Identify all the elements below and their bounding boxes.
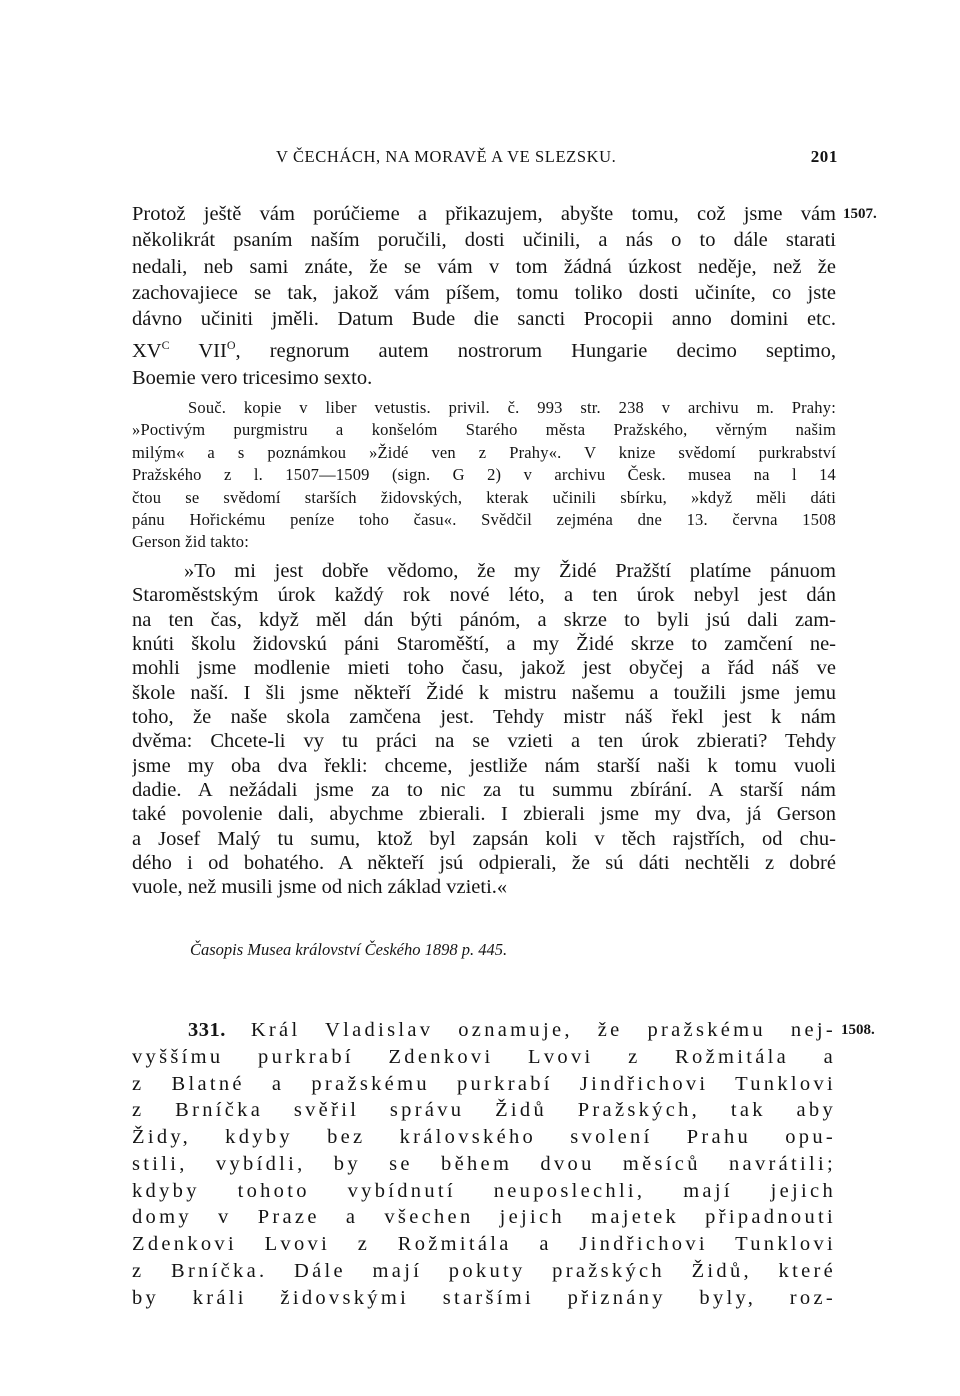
text-line: na ten čas, když měl dán býti pánóm, a skrze to byli jsú dali zam-	[132, 608, 836, 631]
text-line: také povolenie dali, abychme zbierali. I zbierali jsme my dva, já Gerson	[132, 803, 836, 826]
text-line: škole naší. I šli jsme někteří Židé k mistru našemu a toužili jsme jemu	[132, 681, 836, 704]
text-line: »Poctivým purgmistru a konšelóm Starého města Pražského, věrným našim	[132, 420, 836, 440]
text-line: milým« a s poznámkou »Židé ven z Prahy«. V knize svědomí purkrabství	[132, 442, 836, 462]
text-line: mohli jsme modlenie mieti toho času, jakož jest obyčej a řád náš ve	[132, 657, 836, 680]
text-line: a Josef Malý tu sumu, ktož byl zapsán koli v těch rajstřích, od chu-	[132, 827, 836, 850]
text-line: Židy, kdyby bez královského svolení Prahu opu-	[132, 1126, 836, 1148]
text-line: by králi židovskými staršími přiznány byly, roz-	[132, 1286, 836, 1309]
text-line: vyššímu purkrabí Zdenkovi Lvovi z Rožmitála a	[132, 1045, 836, 1068]
testimony-quote-paragraph	[132, 559, 836, 900]
text-line: kdyby tohoto vybídnutí neuposlechli, mají jejich	[132, 1179, 836, 1202]
text-line: z Brníčka. Dále mají pokuty pražských Židů, které	[132, 1259, 836, 1282]
text-span: , regnorum autem nostrorum Hungarie decimo septimo,	[235, 340, 836, 363]
header-title: V ČECHÁCH, NA MORAVĚ A VE SLEZSKU.	[276, 147, 617, 166]
text-line-date	[132, 332, 836, 364]
text-line: Souč. kopie v liber vetustis. privil. č. 993 str. 238 v archivu m. Prahy:	[188, 398, 836, 417]
margin-year-1508: 1508.	[841, 1022, 875, 1038]
text-line: z Brníčka svěřil správu Židů Pražských, tak aby	[132, 1099, 836, 1122]
text-line: knúti školu židovskú páni Staroměští, a my Židé skrze to zamčení ne-	[132, 633, 836, 656]
text-line: Zdenkovi Lvovi z Rožmitála a Jindřichovi Tunklovi	[132, 1233, 836, 1255]
text-line: nedali, neb sami znáte, že se vám v tom žádná úzkost neděje, než že	[132, 255, 836, 278]
archival-note-paragraph	[132, 397, 836, 554]
text-line: dého i od bohatého. A někteří jsú odpierali, že sú dáti nechtěli z dobré	[132, 852, 836, 875]
text-line: Protož ještě vám porúčieme a přikazujem, abyšte tomu, což jsme vám	[132, 203, 836, 225]
text-line: toho, že naše skola zamčena jest. Tehdy mistr náš řekl jest k nám	[132, 706, 836, 729]
text-line: dvěma: Chcete-li vy tu práci na se vzieti a ten úrok zbierati? Tehdy	[132, 730, 836, 753]
text-line: Gerson žid takto:	[132, 532, 250, 552]
text-line: domy v Praze a všechen jejich majetek připadnouti	[132, 1206, 836, 1229]
text-line: vuole, než musili jsme od nich základ vzieti.«	[132, 876, 508, 899]
source-citation: Časopis Musea království Českého 1898 p. 445.	[190, 940, 508, 959]
text-line: Staroměstským úrok každý rok nové léto, a ten úrok nebyl jest dán	[132, 584, 836, 607]
text-line: pánu Hořickému peníze toho času«. Svědčil zejména dne 13. června 1508	[132, 510, 836, 530]
text-line: dadie. A nežádali jsme za to nic za tu summu zbírání. A starší nám	[132, 779, 836, 802]
text-line-entry-heading	[132, 1017, 836, 1044]
roman-numeral: XV	[132, 340, 162, 363]
text-line: stili, vybídli, by se během dvou měsíců navrátili;	[132, 1152, 836, 1175]
text-line: »To mi jest dobře vědomo, že my Židé Pražští platíme pánuom	[184, 560, 836, 582]
roman-numeral: VII	[169, 340, 227, 363]
superscript: O	[226, 338, 236, 353]
text-line: zachovajiece se tak, jakož vám píšem, tomu toliko dosti učiníte, co jste	[132, 281, 836, 304]
text-line: dávno učiniti jměli. Datum Bude die sancti Procopii anno domini etc.	[132, 308, 836, 331]
text-span: Král Vladislav oznamuje, že pražskému nej-	[250, 1019, 836, 1041]
text-line: čtou se svědomí starších židovských, kterak učinili sbírku, »když měli dáti	[132, 487, 836, 507]
entry-331-paragraph	[132, 1017, 836, 1311]
entry-number: 331.	[188, 1019, 226, 1041]
superscript: C	[161, 338, 170, 353]
text-line: Boemie vero tricesimo sexto.	[132, 366, 373, 389]
page-number: 201	[810, 147, 838, 166]
text-line: několikrát psaním naším poručili, dosti učinili, a nás o to dále starati	[132, 229, 836, 252]
text-line: z Blatné a pražskému purkrabí Jindřichovi Tunklovi	[132, 1072, 836, 1095]
margin-year-1507: 1507.	[843, 206, 877, 222]
letter-continuation-paragraph	[132, 201, 836, 391]
text-line: Pražského z l. 1507—1509 (sign. G 2) v archivu Česk. musea na l 14	[132, 465, 836, 485]
text-line: jsme my oba dva řekli: chceme, jestliže nám starší naši k tomu vuoli	[132, 754, 836, 777]
